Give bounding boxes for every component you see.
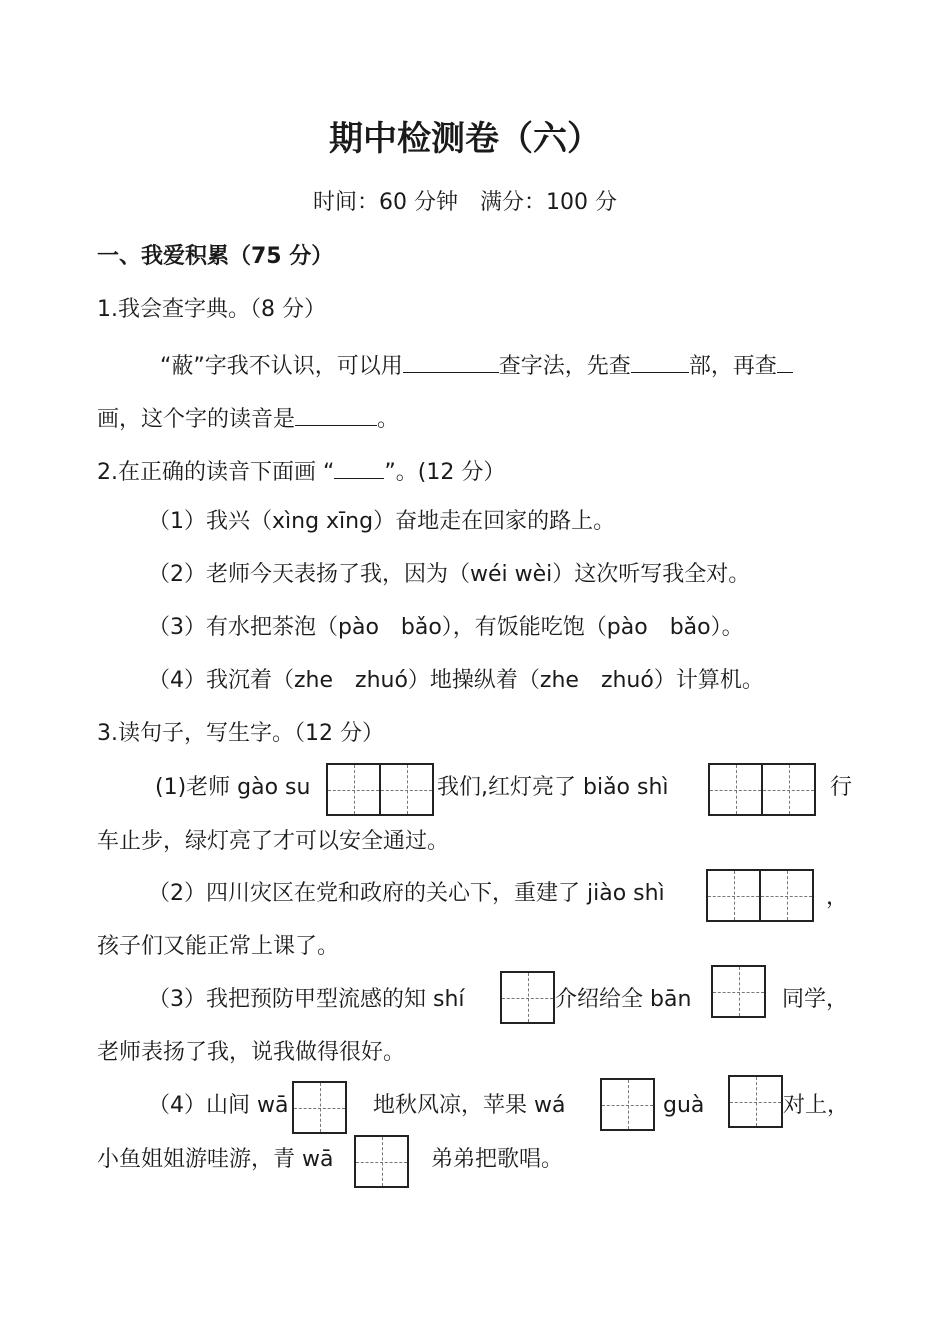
s2-text-b: ， [826,885,849,910]
question-1-line-2 [97,401,399,435]
question-3-heading: 3.读句子，写生字。（12 分） [97,721,384,746]
write-box[interactable] [500,971,555,1024]
q2-item-4: （4）我沉着（zhe zhuó）地操纵着（zhe zhuó）计算机。 [148,668,764,693]
write-box[interactable] [759,869,814,922]
write-box[interactable] [600,1078,655,1131]
q2-item-3: （3）有水把茶泡（pào bǎo），有饭能吃饱（pào bǎo）。 [148,615,744,640]
s3-text-c: 同学， [782,987,849,1012]
s1-line-2: 车止步，绿灯亮了才可以安全通过。 [97,829,450,854]
q2-item-1: （1）我兴（xìng xīng）奋地走在回家的路上。 [148,509,616,534]
s1-text-a: (1)老师 gào su [155,775,311,800]
section-heading: 一、我爱积累（75 分） [97,244,334,269]
q1-text-b: 查字法，先查 [498,354,631,379]
blank-strokes[interactable] [777,348,793,373]
q2-item-2: （2）老师今天表扬了我，因为（wéi wèi）这次听写我全对。 [148,562,751,587]
blank-method[interactable] [403,348,499,373]
write-box[interactable] [728,1075,783,1128]
underline-sample [334,454,384,479]
s3-line-2: 老师表扬了我，说我做得很好。 [97,1040,406,1065]
q1-text-e: 。 [377,407,400,432]
q1-text-a: “蔽”字我不认识，可以用 [160,354,403,379]
write-box[interactable] [761,763,816,816]
write-box[interactable] [379,763,434,816]
s3-text-b: 介绍给全 bān [555,987,692,1012]
s4-text-a: （4）山间 wā [148,1093,289,1118]
s4-text-b: 地秋风凉，苹果 wá [373,1093,566,1118]
q2-heading-end: ”。(12 分） [384,460,506,485]
s1-text-b: 我们,红灯亮了 biǎo shì [437,775,669,800]
write-box[interactable] [711,965,766,1018]
s2-line-2: 孩子们又能正常上课了。 [97,934,340,959]
page-title: 期中检测卷（六） [329,119,601,159]
write-box[interactable] [292,1081,347,1134]
write-box[interactable] [708,763,763,816]
s4-text-c: guà [663,1093,705,1118]
write-box[interactable] [326,763,381,816]
write-box[interactable] [354,1135,409,1188]
s1-text-c: 行 [830,775,853,800]
blank-pinyin[interactable] [295,401,377,426]
question-1-line-1 [160,348,793,382]
q1-text-c: 部，再查 [688,354,777,379]
question-1-heading: 1.我会查字典。（8 分） [97,297,326,322]
s3-text-a: （3）我把预防甲型流感的知 shí [148,987,465,1012]
exam-info: 时间：60 分钟 满分：100 分 [313,190,617,215]
s4-line-2a: 小鱼姐姐游哇游，青 wā [97,1147,334,1172]
s4-text-d: 对上， [783,1093,850,1118]
q2-heading-text: 2.在正确的读音下面画 “ [97,460,335,485]
blank-radical[interactable] [631,348,689,373]
q1-text-d: 画，这个字的读音是 [97,407,296,432]
write-box[interactable] [706,869,761,922]
question-2-heading [97,454,505,488]
s4-line-2b: 弟弟把歌唱。 [431,1147,564,1172]
s2-text-a: （2）四川灾区在党和政府的关心下，重建了 jiào shì [148,881,665,906]
